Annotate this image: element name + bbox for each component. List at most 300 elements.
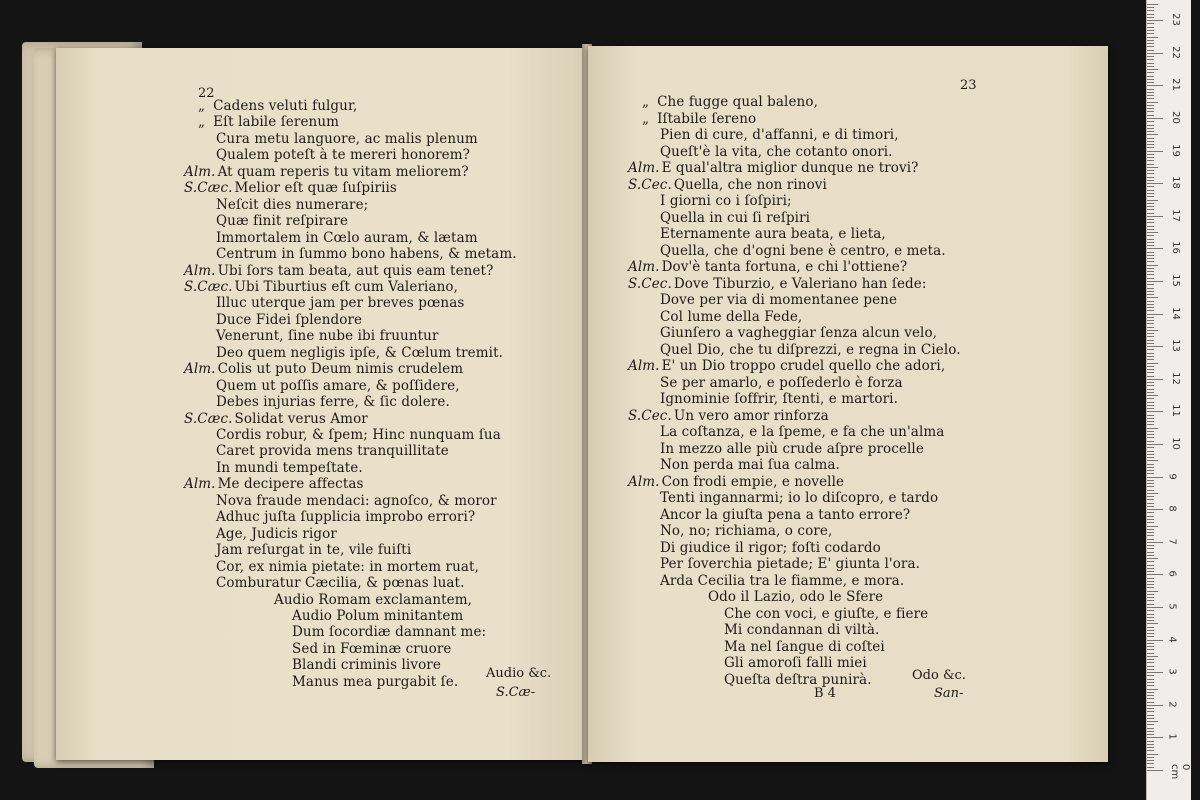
line-text: Eternamente aura beata, e lieta,	[660, 226, 886, 242]
ruler-tick	[1147, 389, 1154, 390]
text-line	[660, 391, 898, 407]
ruler-tick	[1147, 76, 1154, 77]
ruler-tick	[1147, 770, 1163, 771]
text-line	[274, 592, 472, 608]
ruler-tick	[1147, 268, 1154, 269]
ruler-tick	[1147, 147, 1154, 148]
ruler-tick	[1147, 232, 1158, 233]
ruler-tick	[1147, 82, 1154, 83]
ruler-tick	[1147, 512, 1154, 513]
line-text: At quam reperis tu vitam meliorem?	[217, 163, 469, 180]
ruler-tick	[1147, 454, 1154, 455]
text-line	[216, 328, 439, 344]
ruler-tick	[1147, 578, 1154, 579]
line-text: Pien di cure, d'affanni, e di timori,	[660, 127, 899, 143]
ruler-tick	[1147, 40, 1154, 41]
ruler-tick	[1147, 415, 1154, 416]
ruler-tick	[1147, 95, 1154, 96]
text-line	[724, 655, 867, 671]
quote-mark: „	[198, 114, 206, 131]
ruler-number: 22	[1169, 45, 1181, 59]
line-text: Che con voci, e giuſte, e fiere	[724, 605, 929, 622]
line-text: Me decipere affectas	[217, 476, 364, 493]
speaker-label: S.Cec.	[628, 176, 672, 193]
ruler-tick	[1147, 529, 1154, 530]
ruler-tick	[1147, 532, 1154, 533]
ruler-tick	[1147, 320, 1154, 321]
ruler-tick	[1147, 620, 1154, 621]
ruler-tick	[1147, 134, 1158, 135]
ruler-number: 3	[1166, 668, 1178, 675]
ruler-tick	[1147, 177, 1154, 178]
text-line	[184, 279, 458, 295]
ruler-tick	[1147, 451, 1154, 452]
ruler-tick	[1147, 229, 1154, 230]
ruler-tick	[1147, 216, 1163, 217]
ruler-tick	[1147, 460, 1158, 461]
ruler-number: 9	[1166, 472, 1178, 480]
line-text: Age, Judicis rigor	[216, 525, 337, 542]
line-text: Non perda mai ſua calma.	[660, 457, 840, 473]
ruler-tick	[1147, 379, 1163, 380]
ruler-tick	[1147, 219, 1154, 220]
ruler-tick	[1147, 343, 1154, 344]
ruler-tick	[1147, 734, 1154, 735]
ruler-number: 14	[1169, 306, 1181, 320]
ruler-tick	[1147, 437, 1154, 438]
ruler-tick	[1147, 353, 1154, 354]
text-line	[216, 427, 501, 443]
ruler-tick	[1147, 330, 1158, 331]
ruler-tick	[1147, 206, 1154, 207]
ruler-tick	[1147, 405, 1154, 406]
ruler-tick	[1147, 483, 1154, 484]
catchword: S.Cæ-	[496, 685, 536, 700]
text-line	[216, 131, 478, 147]
line-text: In mundi tempeſtate.	[216, 459, 363, 476]
text-line	[660, 523, 832, 539]
ruler-number: 16	[1169, 241, 1181, 255]
line-text: Duce Fidei ſplendore	[216, 311, 363, 328]
ruler-tick	[1147, 760, 1154, 761]
ruler-tick	[1147, 43, 1154, 44]
ruler-tick	[1147, 69, 1158, 70]
speaker-label: S.Cec.	[628, 407, 672, 424]
ruler-tick	[1147, 317, 1154, 318]
ruler-tick	[1147, 151, 1163, 152]
ruler-tick	[1147, 702, 1154, 703]
line-text: Queſt'è la vita, che cotanto onori.	[660, 143, 893, 160]
ruler-tick	[1147, 144, 1154, 145]
text-line	[216, 493, 497, 509]
ruler-tick	[1147, 561, 1154, 562]
ruler-tick	[1147, 46, 1154, 47]
ruler-tick	[1147, 85, 1163, 86]
ruler-tick	[1147, 418, 1154, 419]
ruler-tick	[1147, 685, 1154, 686]
ruler-tick	[1147, 297, 1158, 298]
text-line	[292, 608, 463, 624]
line-text: Quel Dio, che tu diſprezzi, e regna in Cielo.	[660, 341, 961, 358]
ruler-tick	[1147, 574, 1163, 575]
ruler-tick	[1147, 490, 1154, 491]
text-line	[216, 197, 368, 213]
ruler-number: 7	[1166, 538, 1178, 545]
ruler-tick	[1147, 715, 1154, 716]
ruler-tick	[1147, 242, 1154, 243]
line-text: Ignominie ſoffrir, ſtenti, e martori.	[660, 391, 898, 407]
ruler-tick	[1147, 327, 1154, 328]
ruler-tick	[1147, 310, 1154, 311]
ruler-tick	[1147, 203, 1154, 204]
ruler-tick	[1147, 617, 1154, 618]
ruler-number: 11	[1169, 404, 1181, 418]
text-line	[660, 243, 946, 259]
quote-mark: „	[642, 110, 650, 127]
ruler-tick	[1147, 53, 1163, 54]
text-line	[660, 144, 893, 160]
ruler-tick	[1147, 411, 1163, 412]
measuring-ruler	[1146, 0, 1191, 800]
ruler-tick	[1147, 170, 1154, 171]
ruler-tick	[1147, 17, 1154, 18]
line-text: No, no; richiama, o core,	[660, 523, 833, 539]
line-text: Solidat verus Amor	[234, 410, 368, 427]
line-text: E qual'altra miglior dunque ne trovi?	[661, 160, 919, 176]
da-capo-mark: Odo &c.	[912, 668, 966, 683]
ruler-tick	[1147, 568, 1154, 569]
ruler-tick	[1147, 763, 1154, 764]
ruler-tick	[1147, 288, 1154, 289]
ruler-tick	[1147, 37, 1158, 38]
ruler-tick	[1147, 193, 1154, 194]
ruler-tick	[1147, 301, 1154, 302]
ruler-tick	[1147, 480, 1154, 481]
page-number: 23	[960, 78, 977, 93]
ruler-tick	[1147, 539, 1154, 540]
ruler-tick	[1147, 382, 1154, 383]
ruler-number: 8	[1166, 505, 1178, 512]
ruler-tick	[1147, 323, 1154, 324]
ruler-tick	[1147, 183, 1163, 184]
line-text: Cura metu languore, ac malis plenum	[216, 130, 478, 147]
ruler-tick	[1147, 138, 1154, 139]
line-text: Illuc uterque jam per breves pœnas	[216, 295, 465, 312]
ruler-tick	[1147, 441, 1154, 442]
speaker-label: Alm.	[184, 361, 216, 378]
ruler-number: 6	[1166, 570, 1178, 578]
line-text: Debes injurias ferre, & ſic dolere.	[216, 394, 450, 411]
ruler-number: 0 cm	[1169, 764, 1191, 780]
ruler-tick	[1147, 261, 1154, 262]
ruler-tick	[1147, 636, 1154, 637]
ruler-tick	[1147, 111, 1154, 112]
text-line	[628, 259, 907, 275]
speaker-label: S.Cæc.	[184, 180, 233, 197]
ruler-tick	[1147, 4, 1158, 5]
line-text: Comburatur Cæcilia, & pœnas luat.	[216, 575, 465, 592]
ruler-tick	[1147, 385, 1154, 386]
ruler-tick	[1147, 604, 1154, 605]
ruler-tick	[1147, 314, 1163, 315]
speaker-label: Alm.	[628, 160, 660, 176]
ruler-tick	[1147, 558, 1158, 559]
text-line	[216, 559, 479, 575]
line-text: Cor, ex nimia pietate: in mortem ruat,	[216, 558, 479, 575]
ruler-tick	[1147, 89, 1154, 90]
ruler-tick	[1147, 200, 1158, 201]
ruler-tick	[1147, 27, 1154, 28]
ruler-tick	[1147, 190, 1154, 191]
ruler-tick	[1147, 477, 1163, 478]
ruler-tick	[1147, 682, 1154, 683]
ruler-tick	[1147, 10, 1154, 11]
speaker-label: S.Cec.	[628, 275, 672, 292]
ruler-number: 13	[1169, 339, 1181, 353]
speaker-label: Alm.	[184, 163, 216, 180]
text-line	[660, 424, 944, 440]
line-text: Se per amarlo, e poſſederlo è forza	[660, 374, 903, 391]
ruler-tick	[1147, 209, 1154, 210]
ruler-tick	[1147, 695, 1154, 696]
text-line	[198, 98, 357, 114]
ruler-tick	[1147, 711, 1154, 712]
ruler-tick	[1147, 747, 1154, 748]
line-text: Dum ſocordiæ damnant me:	[292, 624, 487, 641]
ruler-tick	[1147, 248, 1163, 249]
ruler-tick	[1147, 105, 1154, 106]
ruler-number: 23	[1169, 13, 1181, 27]
ruler-tick	[1147, 366, 1154, 367]
ruler-tick	[1147, 509, 1163, 510]
text-line	[216, 394, 450, 410]
ruler-tick	[1147, 526, 1158, 527]
ruler-number: 4	[1166, 635, 1178, 643]
ruler-tick	[1147, 369, 1154, 370]
text-line	[660, 556, 920, 572]
line-text: La coſtanza, e la ſpeme, e fa che un'alma	[660, 424, 945, 440]
text-line	[216, 312, 362, 328]
ruler-tick	[1147, 164, 1154, 165]
ruler-tick	[1147, 92, 1154, 93]
text-line	[724, 672, 872, 688]
ruler-tick	[1147, 630, 1154, 631]
ruler-tick	[1147, 519, 1154, 520]
line-text: Nova fraude mendaci: agnoſco, & moror	[216, 492, 497, 509]
ruler-tick	[1147, 571, 1154, 572]
line-text: Cordis robur, & ſpem; Hinc nunquam ſua	[216, 427, 501, 443]
ruler-tick	[1147, 659, 1154, 660]
ruler-tick	[1147, 108, 1154, 109]
ruler-tick	[1147, 607, 1163, 608]
text-line	[660, 127, 899, 143]
text-line	[708, 589, 883, 605]
text-line	[628, 177, 827, 193]
ruler-tick	[1147, 363, 1158, 364]
ruler-tick	[1147, 125, 1154, 126]
line-text: Ubi ſors tam beata, aut quis eam tenet?	[217, 262, 494, 279]
ruler-tick	[1147, 50, 1154, 51]
ruler-tick	[1147, 196, 1154, 197]
ruler-tick	[1147, 731, 1154, 732]
quote-mark: „	[198, 98, 206, 114]
ruler-tick	[1147, 167, 1158, 168]
text-line	[216, 526, 337, 542]
ruler-tick	[1147, 708, 1154, 709]
text-line	[660, 507, 910, 523]
text-line	[216, 575, 464, 591]
line-text: Quella in cui ſi reſpiri	[660, 209, 811, 226]
ruler-tick	[1147, 278, 1154, 279]
ruler-tick	[1147, 431, 1154, 432]
ruler-number: 19	[1169, 143, 1181, 157]
text-line	[660, 375, 903, 391]
ruler-tick	[1147, 623, 1158, 624]
ruler-tick	[1147, 102, 1158, 103]
ruler-tick	[1147, 584, 1154, 585]
left-page	[56, 48, 586, 760]
line-text: Quem ut poſſis amare, & poſſidere,	[216, 377, 460, 394]
ruler-tick	[1147, 376, 1154, 377]
ruler-tick	[1147, 591, 1158, 592]
ruler-tick	[1147, 180, 1154, 181]
line-text: Arda Cecilia tra le fiamme, e mora.	[660, 572, 905, 589]
ruler-tick	[1147, 128, 1154, 129]
ruler-tick	[1147, 356, 1154, 357]
text-line	[660, 193, 792, 209]
text-line	[724, 622, 879, 638]
ruler-tick	[1147, 258, 1154, 259]
text-line	[216, 345, 503, 361]
line-text: Queſta deſtra punirà.	[724, 671, 872, 688]
ruler-tick	[1147, 141, 1154, 142]
ruler-tick	[1147, 281, 1163, 282]
line-text: Jam reſurgat in te, vile fuiſti	[216, 542, 412, 559]
ruler-tick	[1147, 131, 1154, 132]
text-line	[724, 606, 928, 622]
line-text: Manus mea purgabit ſe.	[292, 673, 459, 690]
ruler-number: 15	[1169, 274, 1181, 287]
speaker-label: Alm.	[628, 259, 660, 275]
text-line	[642, 111, 756, 127]
speaker-label: Alm.	[628, 358, 660, 374]
ruler-tick	[1147, 121, 1154, 122]
ruler-tick	[1147, 649, 1154, 650]
line-text: Quella, che d'ogni bene è centro, e meta.	[660, 242, 946, 259]
ruler-tick	[1147, 346, 1163, 347]
ruler-tick	[1147, 679, 1154, 680]
ruler-tick	[1147, 56, 1154, 57]
text-line	[660, 210, 810, 226]
ruler-tick	[1147, 516, 1154, 517]
ruler-tick	[1147, 408, 1154, 409]
ruler-tick	[1147, 692, 1154, 693]
line-text: Audio Romam exclamantem,	[274, 591, 473, 608]
text-line	[216, 509, 475, 525]
line-text: Centrum in ſummo bono habens, & metam.	[216, 246, 517, 263]
ruler-tick	[1147, 213, 1154, 214]
text-line	[216, 230, 478, 246]
ruler-tick	[1147, 226, 1154, 227]
ruler-tick	[1147, 565, 1154, 566]
ruler-tick	[1147, 750, 1154, 751]
ruler-tick	[1147, 522, 1154, 523]
ruler-tick	[1147, 333, 1154, 334]
text-line	[660, 226, 886, 242]
text-line	[216, 460, 363, 476]
ruler-tick	[1147, 235, 1154, 236]
text-line	[660, 490, 938, 506]
ruler-tick	[1147, 349, 1154, 350]
ruler-tick	[1147, 610, 1154, 611]
line-text: Cadens veluti fulgur,	[213, 98, 358, 114]
ruler-tick	[1147, 675, 1154, 676]
text-line	[628, 276, 927, 292]
ruler-tick	[1147, 79, 1154, 80]
ruler-tick	[1147, 336, 1154, 337]
speaker-label: Alm.	[184, 262, 216, 279]
ruler-tick	[1147, 555, 1154, 556]
line-text: Dove per via di momentanee pene	[660, 292, 898, 308]
ruler-tick	[1147, 486, 1154, 487]
ruler-tick	[1147, 552, 1154, 553]
line-text: Colis ut puto Deum nimis crudelem	[217, 361, 464, 378]
ruler-tick	[1147, 499, 1154, 500]
ruler-tick	[1147, 72, 1154, 73]
ruler-tick	[1147, 444, 1163, 445]
speaker-label: S.Cæc.	[184, 278, 233, 295]
ruler-tick	[1147, 160, 1154, 161]
text-line	[660, 573, 904, 589]
line-text: Immortalem in Cœlo auram, & lætam	[216, 229, 478, 246]
ruler-tick	[1147, 255, 1154, 256]
text-line	[660, 441, 924, 457]
ruler-tick	[1147, 265, 1158, 266]
ruler-tick	[1147, 757, 1154, 758]
ruler-tick	[1147, 672, 1163, 673]
ruler-tick	[1147, 428, 1158, 429]
ruler-number: 10	[1169, 437, 1181, 450]
line-text: Sed in Fœminæ cruore	[292, 640, 452, 657]
line-text: Quella, che non rinovi	[673, 176, 827, 193]
ruler-tick	[1147, 421, 1154, 422]
ruler-tick	[1147, 767, 1154, 768]
line-text: Odo il Lazio, odo le Sfere	[708, 589, 884, 605]
ruler-tick	[1147, 496, 1154, 497]
ruler-tick	[1147, 398, 1154, 399]
line-text: Un vero amor rinforza	[673, 407, 829, 424]
ruler-number: 18	[1169, 176, 1181, 190]
text-line	[292, 657, 441, 673]
ruler-tick	[1147, 304, 1154, 305]
ruler-tick	[1147, 457, 1154, 458]
line-text: Di giudice il rigor; foſti codardo	[660, 539, 881, 556]
ruler-tick	[1147, 98, 1154, 99]
text-line	[628, 408, 829, 424]
ruler-tick	[1147, 464, 1154, 465]
line-text: Col lume della Fede,	[660, 308, 803, 325]
ruler-tick	[1147, 718, 1154, 719]
ruler-number: 5	[1166, 603, 1178, 610]
ruler-tick	[1147, 646, 1154, 647]
text-line	[660, 457, 840, 473]
ruler-tick	[1147, 741, 1154, 742]
ruler-tick	[1147, 600, 1154, 601]
text-line	[184, 361, 463, 377]
ruler-tick	[1147, 239, 1154, 240]
text-line	[216, 213, 348, 229]
signature-mark: B 4	[814, 686, 836, 701]
